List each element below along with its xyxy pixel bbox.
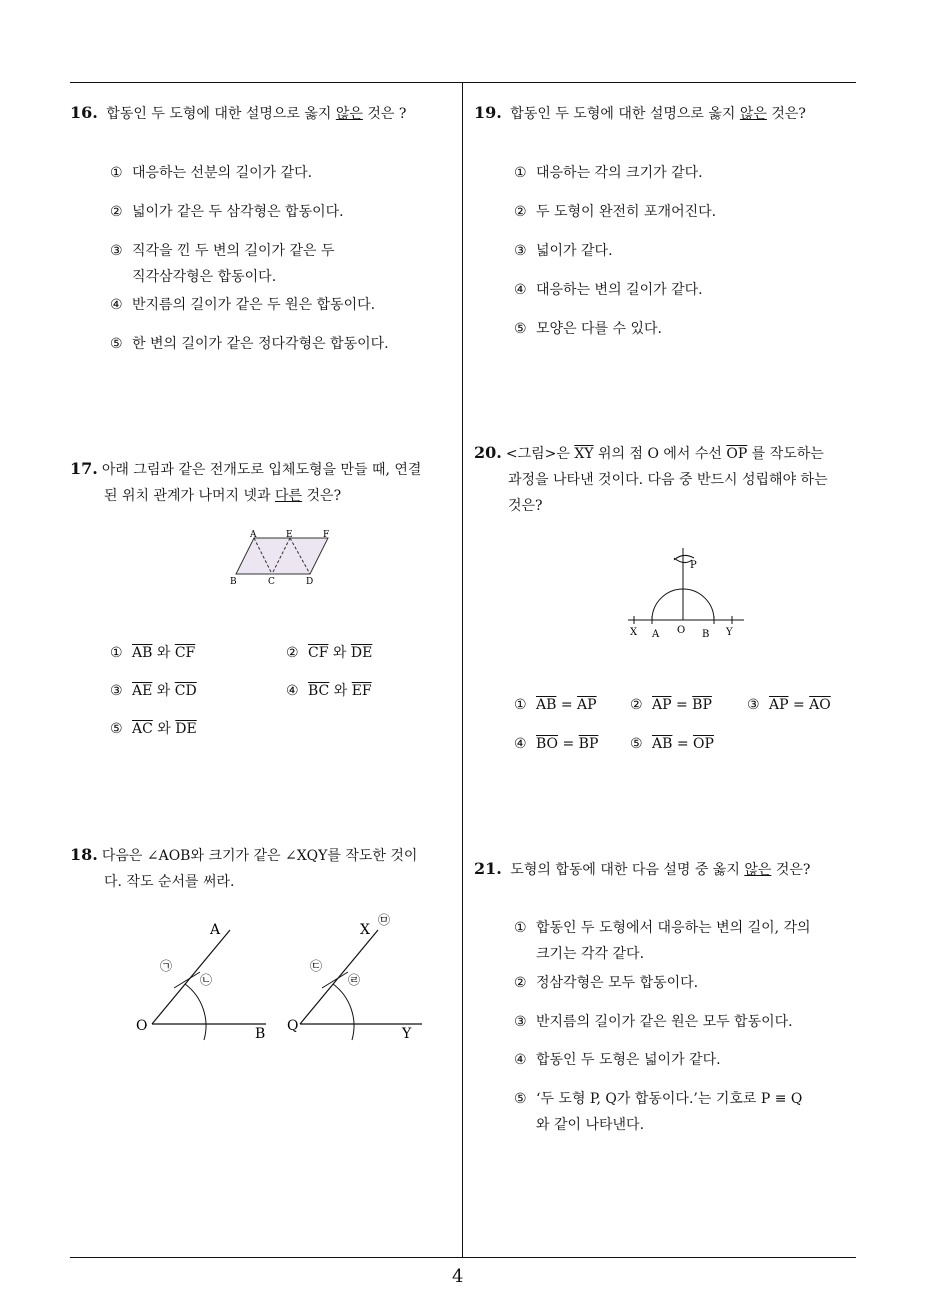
q20-option-1[interactable]: ① $\overline{AB} = \overline{AP}$: [514, 697, 597, 713]
q21-option-1[interactable]: ① 합동인 두 도형에서 대응하는 변의 길이, 각의: [514, 920, 811, 936]
svg-text:A: A: [250, 530, 257, 540]
q17-option-3[interactable]: ③ $\overline{AE}$ 와 $\overline{CD}$: [110, 683, 197, 699]
svg-text:O: O: [677, 625, 686, 636]
svg-text:㉠: ㉠: [160, 959, 173, 973]
q21-option-3[interactable]: ③ 반지름의 길이가 같은 원은 모두 합동이다.: [514, 1014, 793, 1030]
question-number: 19.: [474, 103, 502, 122]
question-17: 17. 아래 그림과 같은 전개도로 입체도형을 만들 때, 연결 된 위치 관계가 나머지 넷과 다른 것은?: [70, 459, 422, 504]
question-20: 20. <그림>은 $\overline{XY}$ 위의 점 O 에서 수선 $\overline{OP}$ 를 작도하는 과정을 나타낸 것이다. 다음 중 반드시 성립해야 하는 것은?: [474, 443, 828, 514]
q17-option-4[interactable]: ④ $\overline{BC}$ 와 $\overline{EF}$: [286, 683, 372, 699]
q19-option-3[interactable]: ③ 넓이가 같다.: [514, 243, 613, 259]
svg-text:A: A: [652, 629, 660, 640]
svg-text:B: B: [255, 1026, 266, 1042]
angle-construction-figure: [130, 910, 440, 1050]
svg-text:D: D: [306, 577, 314, 587]
svg-text:㉣: ㉣: [348, 973, 361, 987]
top-rule: [70, 82, 856, 83]
question-number: 16.: [70, 103, 98, 122]
q19-option-4[interactable]: ④ 대응하는 변의 길이가 같다.: [514, 282, 703, 298]
question-number: 21.: [474, 859, 502, 878]
question-number: 18.: [70, 845, 98, 864]
svg-text:B: B: [230, 577, 237, 587]
question-stem: 합동인 두 도형에 대한 설명으로 옳지 않은 것은 ?: [106, 106, 407, 122]
svg-text:X: X: [630, 627, 638, 638]
q20-option-2[interactable]: ② $\overline{AP} = \overline{BP}$: [630, 697, 712, 713]
svg-text:P: P: [690, 560, 697, 571]
q21-option-2[interactable]: ② 정삼각형은 모두 합동이다.: [514, 975, 699, 991]
question-18: 18. 다음은 ∠AOB와 크기가 같은 ∠XQY를 작도한 것이 다. 작도 순서를 써라.: [70, 845, 418, 890]
column-divider: [462, 82, 463, 1258]
page-number: 4: [452, 1266, 464, 1287]
question-number: 17.: [70, 459, 98, 478]
q17-option-1[interactable]: ① $\overline{AB}$ 와 $\overline{CF}$: [110, 645, 196, 661]
q21-option-5[interactable]: ⑤ ‘두 도형 P, Q가 합동이다.’는 기호로 P ≡ Q: [514, 1091, 803, 1107]
q16-option-2[interactable]: ② 넓이가 같은 두 삼각형은 합동이다.: [110, 204, 344, 220]
question-stem: 합동인 두 도형에 대한 설명으로 옳지 않은 것은?: [510, 106, 806, 122]
svg-text:X: X: [360, 922, 370, 938]
svg-text:O: O: [136, 1018, 148, 1034]
q21-option-5-cont: 와 같이 나타낸다.: [536, 1117, 645, 1133]
q17-option-5[interactable]: ⑤ $\overline{AC}$ 와 $\overline{DE}$: [110, 721, 197, 737]
svg-text:C: C: [268, 577, 275, 587]
svg-text:㉡: ㉡: [200, 973, 213, 987]
q16-option-5[interactable]: ⑤ 한 변의 길이가 같은 정다각형은 합동이다.: [110, 336, 389, 352]
svg-text:Y: Y: [402, 1026, 412, 1042]
q21-option-1-cont: 크기는 각각 같다.: [536, 946, 645, 962]
q16-option-4[interactable]: ④ 반지름의 길이가 같은 두 원은 합동이다.: [110, 297, 376, 313]
question-19: [474, 100, 806, 127]
question-16: [70, 100, 406, 127]
bottom-rule: [70, 1257, 856, 1258]
perpendicular-construction-figure: [620, 538, 750, 642]
q16-option-3-cont: 직각삼각형은 합동이다.: [132, 269, 277, 285]
q19-option-2[interactable]: ② 두 도형이 완전히 포개어진다.: [514, 204, 717, 220]
svg-text:A: A: [210, 922, 221, 938]
q20-option-5[interactable]: ⑤ $\overline{AB} = \overline{OP}$: [630, 736, 714, 752]
q21-option-4[interactable]: ④ 합동인 두 도형은 넓이가 같다.: [514, 1052, 721, 1068]
q17-option-2[interactable]: ② $\overline{CF}$ 와 $\overline{DE}$: [286, 645, 373, 661]
svg-text:F: F: [323, 530, 330, 540]
q20-option-3[interactable]: ③ $\overline{AP} = \overline{AO}$: [747, 697, 831, 713]
svg-text:㉤: ㉤: [378, 913, 391, 927]
question-stem: 도형의 합동에 대한 다음 설명 중 옳지 않은 것은?: [510, 862, 811, 878]
q16-option-3[interactable]: ③ 직각을 낀 두 변의 길이가 같은 두: [110, 243, 335, 259]
svg-text:㉢: ㉢: [310, 959, 323, 973]
q19-option-1[interactable]: ① 대응하는 각의 크기가 같다.: [514, 165, 703, 181]
svg-text:Q: Q: [287, 1018, 299, 1034]
q20-option-4[interactable]: ④ $\overline{BO} = \overline{BP}$: [514, 736, 599, 752]
svg-text:E: E: [286, 530, 293, 540]
net-figure: [220, 528, 340, 588]
svg-text:Y: Y: [726, 627, 733, 638]
q19-option-5[interactable]: ⑤ 모양은 다를 수 있다.: [514, 321, 662, 337]
svg-text:B: B: [702, 629, 710, 640]
q16-option-1[interactable]: ① 대응하는 선분의 길이가 같다.: [110, 165, 313, 181]
question-number: 20.: [474, 443, 502, 462]
question-21: [474, 856, 810, 883]
